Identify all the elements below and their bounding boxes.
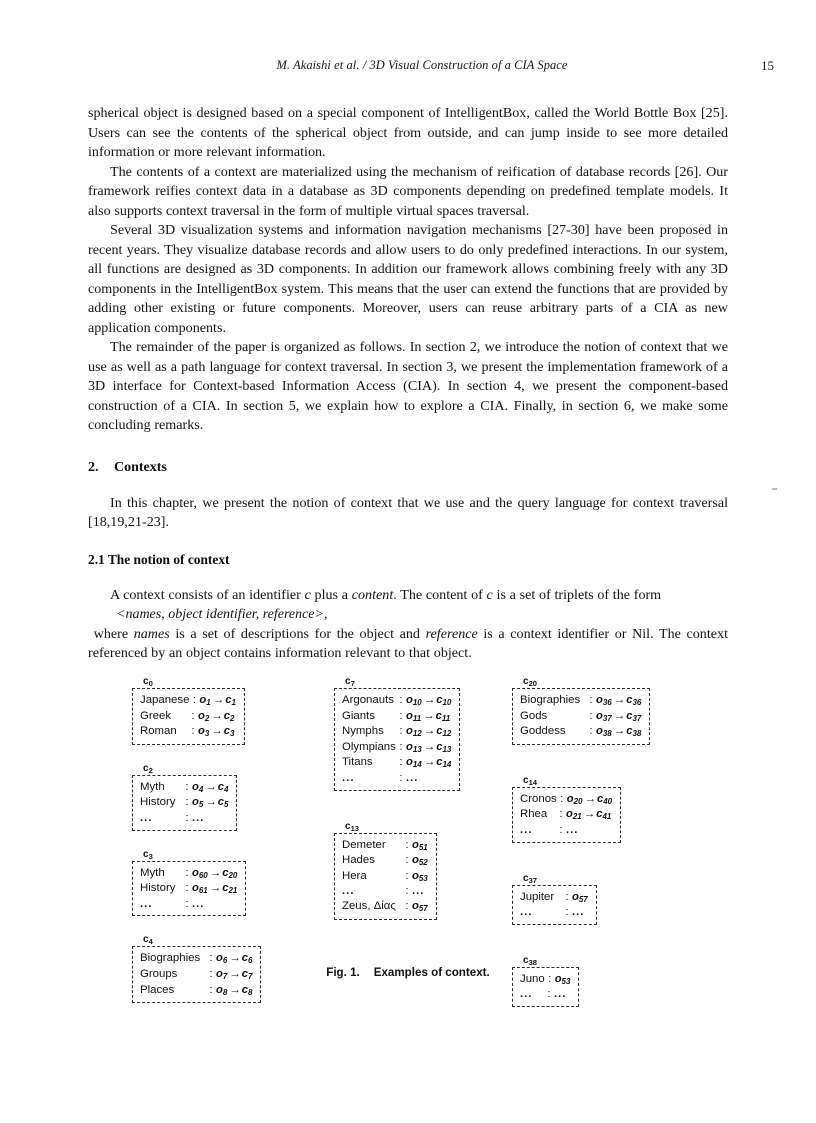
entry-colon: : — [185, 882, 189, 895]
paragraph-context-definition — [88, 586, 728, 606]
context-entries — [512, 885, 597, 925]
entry-name: Argonauts — [342, 694, 394, 706]
context-entry-row — [342, 755, 451, 771]
context-entries — [334, 833, 437, 920]
context-entry-row — [342, 709, 451, 725]
scan-artifact — [772, 488, 777, 490]
definition-text-d: is a set of triplets of the form — [492, 586, 662, 603]
figure-caption — [88, 966, 728, 979]
context-id-label: $c_{38}$ — [523, 954, 538, 967]
entry-colon: : — [589, 694, 593, 706]
subsection-heading-notion-of-context: 2.1 The notion of context — [88, 551, 230, 567]
entry-value: ... — [566, 823, 579, 836]
entry-name: Biographies — [520, 694, 581, 706]
entry-colon: : — [209, 967, 213, 980]
context-entries — [132, 688, 245, 745]
entry-name: ... — [342, 885, 355, 898]
section-title: Contexts — [114, 459, 167, 475]
running-head — [88, 58, 774, 76]
explanation-text-c: is a context identifier or Nil. The context referenced by an object contains information relevant to that object. — [88, 625, 728, 661]
entry-value: ... — [192, 811, 205, 824]
entry-colon: : — [559, 808, 563, 821]
entry-value: $o_4 \to c_4$ — [192, 780, 229, 794]
entry-value: $o_3 \to c_3$ — [198, 725, 235, 739]
entry-value: $o_{36} \to c_{36}$ — [596, 694, 642, 707]
entry-name: ... — [342, 771, 355, 784]
reference-arrow-icon: → — [613, 694, 626, 706]
entry-name: Demeter — [342, 838, 386, 851]
entry-value: ... — [554, 988, 567, 1001]
entry-value: $o_{21} \to c_{41}$ — [566, 808, 612, 822]
context-entry-row — [140, 951, 252, 967]
text-column — [88, 104, 728, 664]
entry-name: Zeus, Δίας — [342, 899, 396, 912]
entry-name: Giants — [342, 709, 375, 722]
context-entry-row — [342, 899, 428, 915]
definition-text-b: plus a — [310, 586, 352, 603]
context-entry-row — [520, 807, 612, 823]
context-id-label: $c_{37}$ — [523, 872, 538, 885]
paragraph-continuation: spherical object is designed based on a special component of IntelligentBox, called the World Bottle Box [25]. Users can see the contents of the spherical object from outside, and can jump inside to see more detailed information or more relevant information. — [88, 105, 728, 160]
context-entry-row — [140, 897, 237, 912]
context-box-c2 — [132, 763, 307, 831]
explanation-text-a: where — [93, 625, 134, 642]
context-entry-row — [140, 693, 236, 709]
paragraph-chapter-intro: In this chapter, we present the notion of context that we use and the query language for context traversal [18,19,21-23]. — [88, 494, 728, 530]
figure-column-3 — [512, 676, 702, 1007]
entry-colon: : — [405, 854, 409, 867]
definition-text-c: . The content of — [393, 586, 487, 603]
entry-name: Groups — [140, 967, 178, 980]
context-entry-row — [342, 838, 428, 854]
reference-arrow-icon: → — [229, 952, 241, 965]
figure-column-2 — [334, 676, 514, 920]
paragraph-reification: The contents of a context are materialized using the mechanism of reification of database records [26]. Our framework reifies context data in a database as 3D components depending on predefined template models. It also supports context traversal in the form of multiple virtual spaces traversal. — [88, 163, 728, 219]
entry-name: Places — [140, 983, 175, 996]
variable-c-first: c — [304, 586, 311, 603]
entry-colon: : — [547, 988, 551, 1001]
entry-name: Greek — [140, 709, 172, 722]
context-box-c14 — [512, 775, 702, 843]
reference-arrow-icon: → — [205, 796, 217, 809]
context-entry-row — [140, 724, 236, 740]
italic-reference-term: reference — [425, 625, 478, 642]
figure-column-1 — [132, 676, 307, 1003]
context-entry-row — [520, 709, 641, 725]
entry-value: $o_{53}$ — [554, 972, 571, 986]
entry-name: ... — [520, 988, 533, 1001]
entry-colon: : — [185, 780, 189, 793]
context-entry-row — [140, 983, 252, 999]
context-box-c13 — [334, 821, 514, 920]
entry-colon: : — [399, 709, 403, 722]
entry-colon: : — [209, 952, 213, 965]
section-heading-contexts — [88, 458, 728, 477]
paragraph-names-reference-explanation — [88, 625, 728, 664]
entry-name: Goddess — [520, 725, 566, 738]
context-id-label: $c_7$ — [345, 676, 355, 688]
reference-arrow-icon: → — [229, 967, 241, 980]
reference-arrow-icon: → — [212, 694, 225, 706]
context-entries — [512, 688, 650, 745]
context-entry-row — [520, 905, 588, 920]
explanation-text-b: is a set of descriptions for the object and — [169, 625, 426, 642]
entry-colon: : — [209, 983, 213, 996]
context-entry-row — [342, 740, 451, 756]
entry-name: Jupiter — [520, 890, 555, 903]
entry-name: Hades — [342, 854, 375, 867]
entry-name: ... — [520, 823, 533, 836]
definition-text-a: A context consists of an identifier — [110, 586, 305, 603]
context-id-label: $c_{20}$ — [523, 676, 538, 688]
entry-value: $o_8 \to c_8$ — [216, 983, 253, 997]
entry-colon: : — [192, 694, 196, 706]
entry-name: Cronos — [520, 792, 557, 805]
context-entry-row — [520, 890, 588, 906]
reference-arrow-icon: → — [423, 756, 436, 769]
entry-value: ... — [572, 906, 585, 919]
entry-value: $o_{38} \to c_{38}$ — [596, 725, 642, 739]
entry-name: Titans — [342, 756, 373, 769]
context-entry-row — [342, 724, 451, 740]
context-entry-row — [342, 771, 451, 786]
entry-colon: : — [185, 866, 189, 879]
triplet-form-expression: <names, object identifier, reference>, — [116, 607, 328, 622]
context-entry-row — [140, 795, 228, 811]
figure-1 — [88, 676, 728, 1001]
context-entry-row — [342, 869, 428, 885]
context-entries — [132, 775, 237, 831]
entry-colon: : — [399, 694, 403, 706]
context-id-label: $c_{14}$ — [523, 774, 538, 787]
context-entry-row — [342, 693, 451, 709]
context-entry-row — [520, 724, 641, 740]
entry-colon: : — [185, 811, 189, 824]
entry-value: $o_7 \to c_7$ — [216, 967, 253, 981]
entry-value: $o_5 \to c_5$ — [192, 796, 229, 810]
context-box-c38 — [512, 955, 702, 1007]
paragraph-paper-organization: The remainder of the paper is organized as follows. In section 2, we introduce the notion of context that we use as well as a path language for context traversal. In section 3, we present the implementation framework of a 3D interface for Context-based Information Access (CIA). In section 4, we present the component-based construction of a CIA. In section 5, we explain how to explore a CIA. Finally, in section 6, we make some concluding remarks. — [88, 339, 728, 433]
entry-name: ... — [140, 811, 153, 824]
paragraph-visualization-systems: Several 3D visualization systems and information navigation mechanisms [27-30] have been proposed in recent years. They visualize database records and allow users to do only predefined interactions. In our system, all functions are designed as 3D components. In addition our framework allows combining freely with any 3D components in the IntelligentBox system. This means that the user can extend the functions that are provided by adding other existing or future components. Moreover, users can reuse arbitrary parts of a CIA as new application components. — [88, 222, 728, 336]
reference-arrow-icon: → — [584, 792, 596, 805]
entry-colon: : — [548, 972, 552, 985]
entry-name: Olympians — [342, 740, 396, 753]
entry-name: Myth — [140, 780, 165, 793]
context-box-c20 — [512, 676, 702, 745]
entry-colon: : — [405, 838, 409, 851]
entry-name: History — [140, 882, 176, 895]
entry-value: ... — [412, 885, 425, 898]
context-entries — [512, 787, 621, 843]
entry-value: $o_{11} \to c_{11}$ — [406, 709, 451, 723]
reference-arrow-icon: → — [613, 725, 626, 738]
entry-name: Gods — [520, 709, 548, 722]
context-id-label: $c_{13}$ — [345, 820, 360, 833]
reference-arrow-icon: → — [229, 983, 241, 996]
context-entry-row — [140, 709, 236, 725]
reference-arrow-icon: → — [613, 709, 626, 722]
context-id-label: $c_3$ — [143, 848, 153, 861]
spacer — [88, 477, 728, 494]
italic-content-term: content — [351, 586, 394, 603]
reference-arrow-icon: → — [205, 780, 217, 793]
section-number: 2. — [88, 459, 99, 475]
entry-value: $o_{14} \to c_{14}$ — [406, 756, 452, 770]
entry-colon: : — [405, 885, 409, 898]
entry-colon: : — [191, 709, 195, 722]
entry-colon: : — [405, 899, 409, 912]
entry-value: ... — [406, 771, 419, 784]
context-entry-row — [342, 884, 428, 899]
entry-name: Myth — [140, 866, 165, 879]
context-entries — [334, 688, 460, 791]
context-entry-row — [140, 881, 237, 897]
entry-value: $o_{53}$ — [412, 869, 428, 883]
entry-value: $o_{13} \to c_{13}$ — [406, 740, 452, 754]
reference-arrow-icon: → — [211, 725, 223, 738]
page-number: 15 — [761, 58, 774, 73]
entry-name: Biographies — [140, 952, 201, 965]
entry-colon: : — [399, 771, 403, 784]
entry-name: Nymphs — [342, 725, 384, 738]
entry-colon: : — [560, 792, 564, 805]
entry-colon: : — [399, 740, 403, 753]
figure-caption-text: Examples of context. — [373, 966, 490, 979]
entry-colon: : — [565, 890, 569, 903]
context-entry-row — [140, 811, 228, 826]
entry-value: $o_{37} \to c_{37}$ — [596, 709, 642, 723]
entry-value: $o_{20} \to c_{40}$ — [566, 792, 613, 806]
reference-arrow-icon: → — [423, 709, 435, 722]
italic-names-term: names — [133, 625, 170, 642]
context-box-c0 — [132, 676, 307, 745]
entry-colon: : — [399, 725, 403, 738]
entry-value: $o_{52}$ — [412, 854, 428, 868]
context-entry-row — [140, 780, 228, 796]
variable-c-second: c — [486, 586, 493, 603]
entry-colon: : — [589, 709, 593, 722]
entry-value: $o_{10} \to c_{10}$ — [406, 694, 452, 707]
spacer — [88, 569, 728, 586]
entry-name: History — [140, 796, 176, 809]
entry-value: $o_2 \to c_2$ — [198, 709, 235, 723]
context-entry-row — [520, 792, 612, 808]
entry-value: $o_{57}$ — [572, 890, 588, 904]
entry-colon: : — [589, 725, 593, 738]
reference-arrow-icon: → — [423, 725, 436, 738]
context-box-c7 — [334, 676, 514, 791]
entry-colon: : — [405, 869, 409, 882]
context-id-label: $c_4$ — [143, 934, 153, 947]
entry-name: ... — [140, 897, 153, 910]
entry-colon: : — [185, 796, 189, 809]
reference-arrow-icon: → — [423, 740, 436, 753]
reference-arrow-icon: → — [209, 882, 222, 895]
entry-colon: : — [185, 897, 189, 910]
spacer — [88, 436, 728, 458]
entry-value: $o_{12} \to c_{12}$ — [406, 725, 452, 739]
entry-name: Hera — [342, 869, 367, 882]
entry-colon: : — [399, 756, 403, 769]
figure-caption-label: Fig. 1. — [326, 966, 360, 979]
entry-value: ... — [192, 897, 205, 910]
context-entry-row — [520, 823, 612, 838]
entry-name: ... — [520, 906, 533, 919]
context-id-label: $c_0$ — [143, 676, 153, 688]
reference-arrow-icon: → — [209, 866, 222, 879]
entry-name: Roman — [140, 725, 177, 738]
context-box-c37 — [512, 873, 702, 925]
context-entry-row — [520, 987, 570, 1002]
entry-colon: : — [565, 906, 569, 919]
context-id-label: $c_2$ — [143, 762, 153, 775]
entry-value: $o_{60} \to c_{20}$ — [192, 866, 238, 880]
spacer — [88, 533, 728, 550]
entry-name: Rhea — [520, 808, 548, 821]
reference-arrow-icon: → — [423, 694, 436, 706]
entry-value: $o_{57}$ — [412, 899, 428, 913]
entry-value: $o_{51}$ — [412, 838, 428, 852]
running-head-title: M. Akaishi et al. / 3D Visual Construction of a CIA Space — [276, 58, 568, 72]
entry-value: $o_{61} \to c_{21}$ — [192, 882, 238, 896]
entry-name: Japanese — [140, 694, 190, 706]
context-entries — [132, 861, 246, 917]
entry-value: $o_6 \to c_6$ — [216, 952, 253, 966]
entry-colon: : — [559, 823, 563, 836]
entry-colon: : — [191, 725, 195, 738]
reference-arrow-icon: → — [211, 709, 223, 722]
context-entry-row — [342, 853, 428, 869]
reference-arrow-icon: → — [583, 808, 596, 821]
entry-name: Juno — [520, 972, 545, 985]
entry-value: $o_1 \to c_1$ — [199, 694, 236, 707]
context-entry-row — [140, 866, 237, 882]
context-entry-row — [520, 693, 641, 709]
context-box-c3 — [132, 849, 307, 917]
